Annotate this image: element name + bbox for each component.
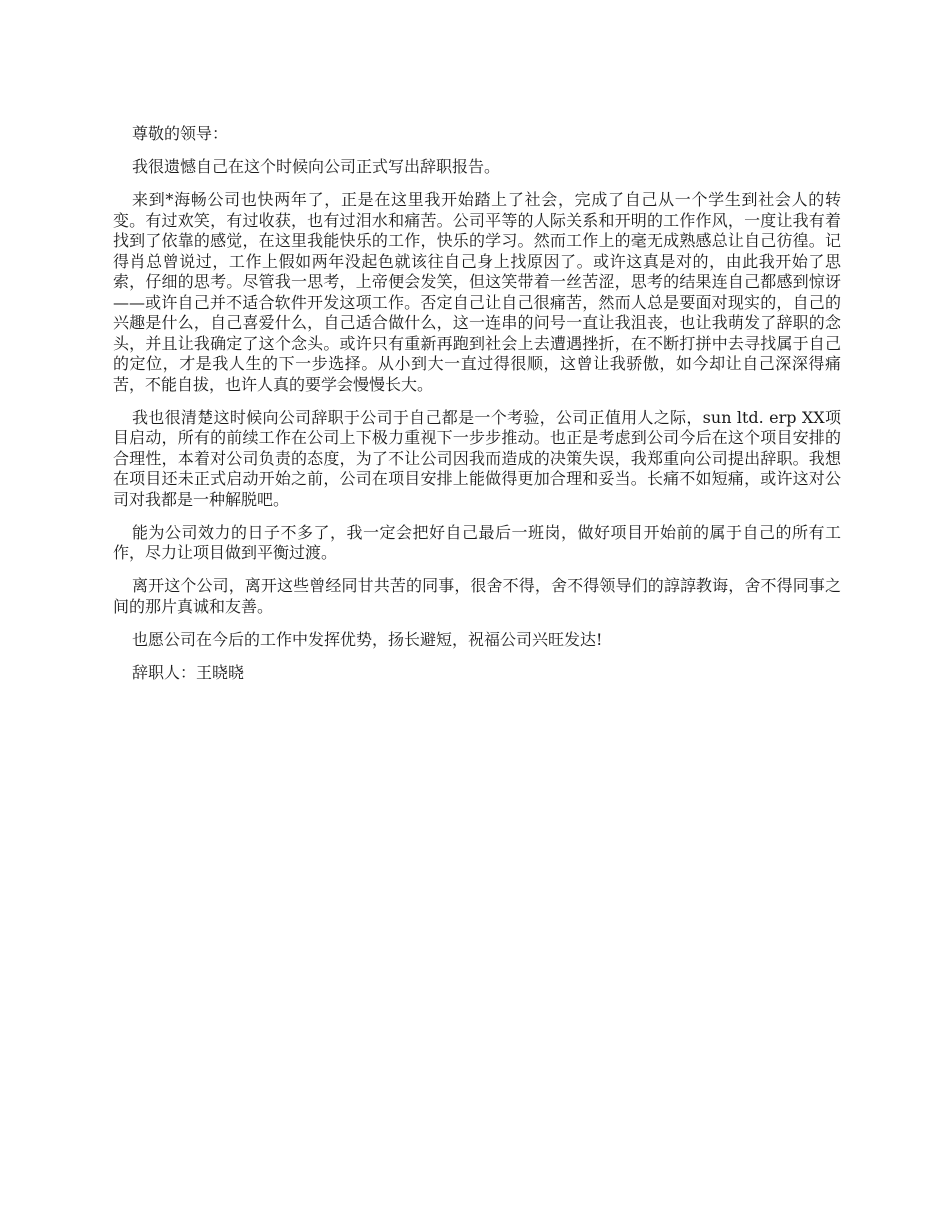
paragraph-intro: 我很遗憾自己在这个时候向公司正式写出辞职报告。 bbox=[132, 157, 501, 176]
salutation: 尊敬的领导： bbox=[132, 124, 229, 143]
paragraph-reflection: 来到*海畅公司也快两年了，正是在这里我开始踏上了社会，完成了自己从一个学生到社会人的转变。有过欢笑，有过收获，也有过泪水和痛苦。公司平等的人际关系和开明的工作作风，一度让我有着找到了依靠的感觉，在这里我能快乐的工作，快乐的学习。然而工作上的毫无成熟感总让自己彷徨。记得肖总曾说过，工作上假如两年没起色就该往自己身上找原因了。或许这真是对的，由此我开始了思索，仔细的思考。尽管我一思考，上帝便会发笑，但这笑带着一丝苦涩，思考的结果连自己都感到惊讶——或许自己并不适合软件开发这项工作。否定自己让自己很痛苦，然而人总是要面对现实的，自己的兴趣是什么，自己喜爱什么，自己适合做什么，这一连串的问号一直让我沮丧，也让我萌发了辞职的念头，并且让我确定了这个念头。或许只有重新再跑到社会上去遭遇挫折，在不断打拼中去寻找属于自己的定位，才是我人生的下一步选择。从小到大一直过得很顺，这曾让我骄傲，如今却让自己深深得痛苦，不能自拔，也许人真的要学会慢慢长大。 bbox=[113, 190, 841, 394]
resignation-letter bbox=[113, 124, 841, 696]
signature: 辞职人：王晓晓 bbox=[132, 662, 245, 682]
paragraph-wishes: 也愿公司在今后的工作中发挥优势，扬长避短，祝福公司兴旺发达! bbox=[132, 629, 603, 649]
paragraph-handover: 能为公司效力的日子不多了，我一定会把好自己最后一班岗，做好项目开始前的属于自己的所有工作，尽力让项目做到平衡过渡。 bbox=[113, 522, 841, 562]
paragraph-project: 我也很清楚这时候向公司辞职于公司于自己都是一个考验，公司正值用人之际，sun ltd. erp XX项目启动，所有的前续工作在公司上下极力重视下一步步推动。也正是考虑到公司今后在这个项目安排的合理性，本着对公司负责的态度，为了不让公司因我而造成的决策失误，我郑重向公司提出辞职。我想在项目还未正式启动开始之前，公司在项目安排上能做得更加合理和妥当。长痛不如短痛，或许这对公司对我都是一种解脱吧。 bbox=[113, 407, 841, 509]
paragraph-farewell: 离开这个公司，离开这些曾经同甘共苦的同事，很舍不得，舍不得领导们的諄諄教诲，舍不得同事之间的那片真诚和友善。 bbox=[113, 576, 841, 616]
